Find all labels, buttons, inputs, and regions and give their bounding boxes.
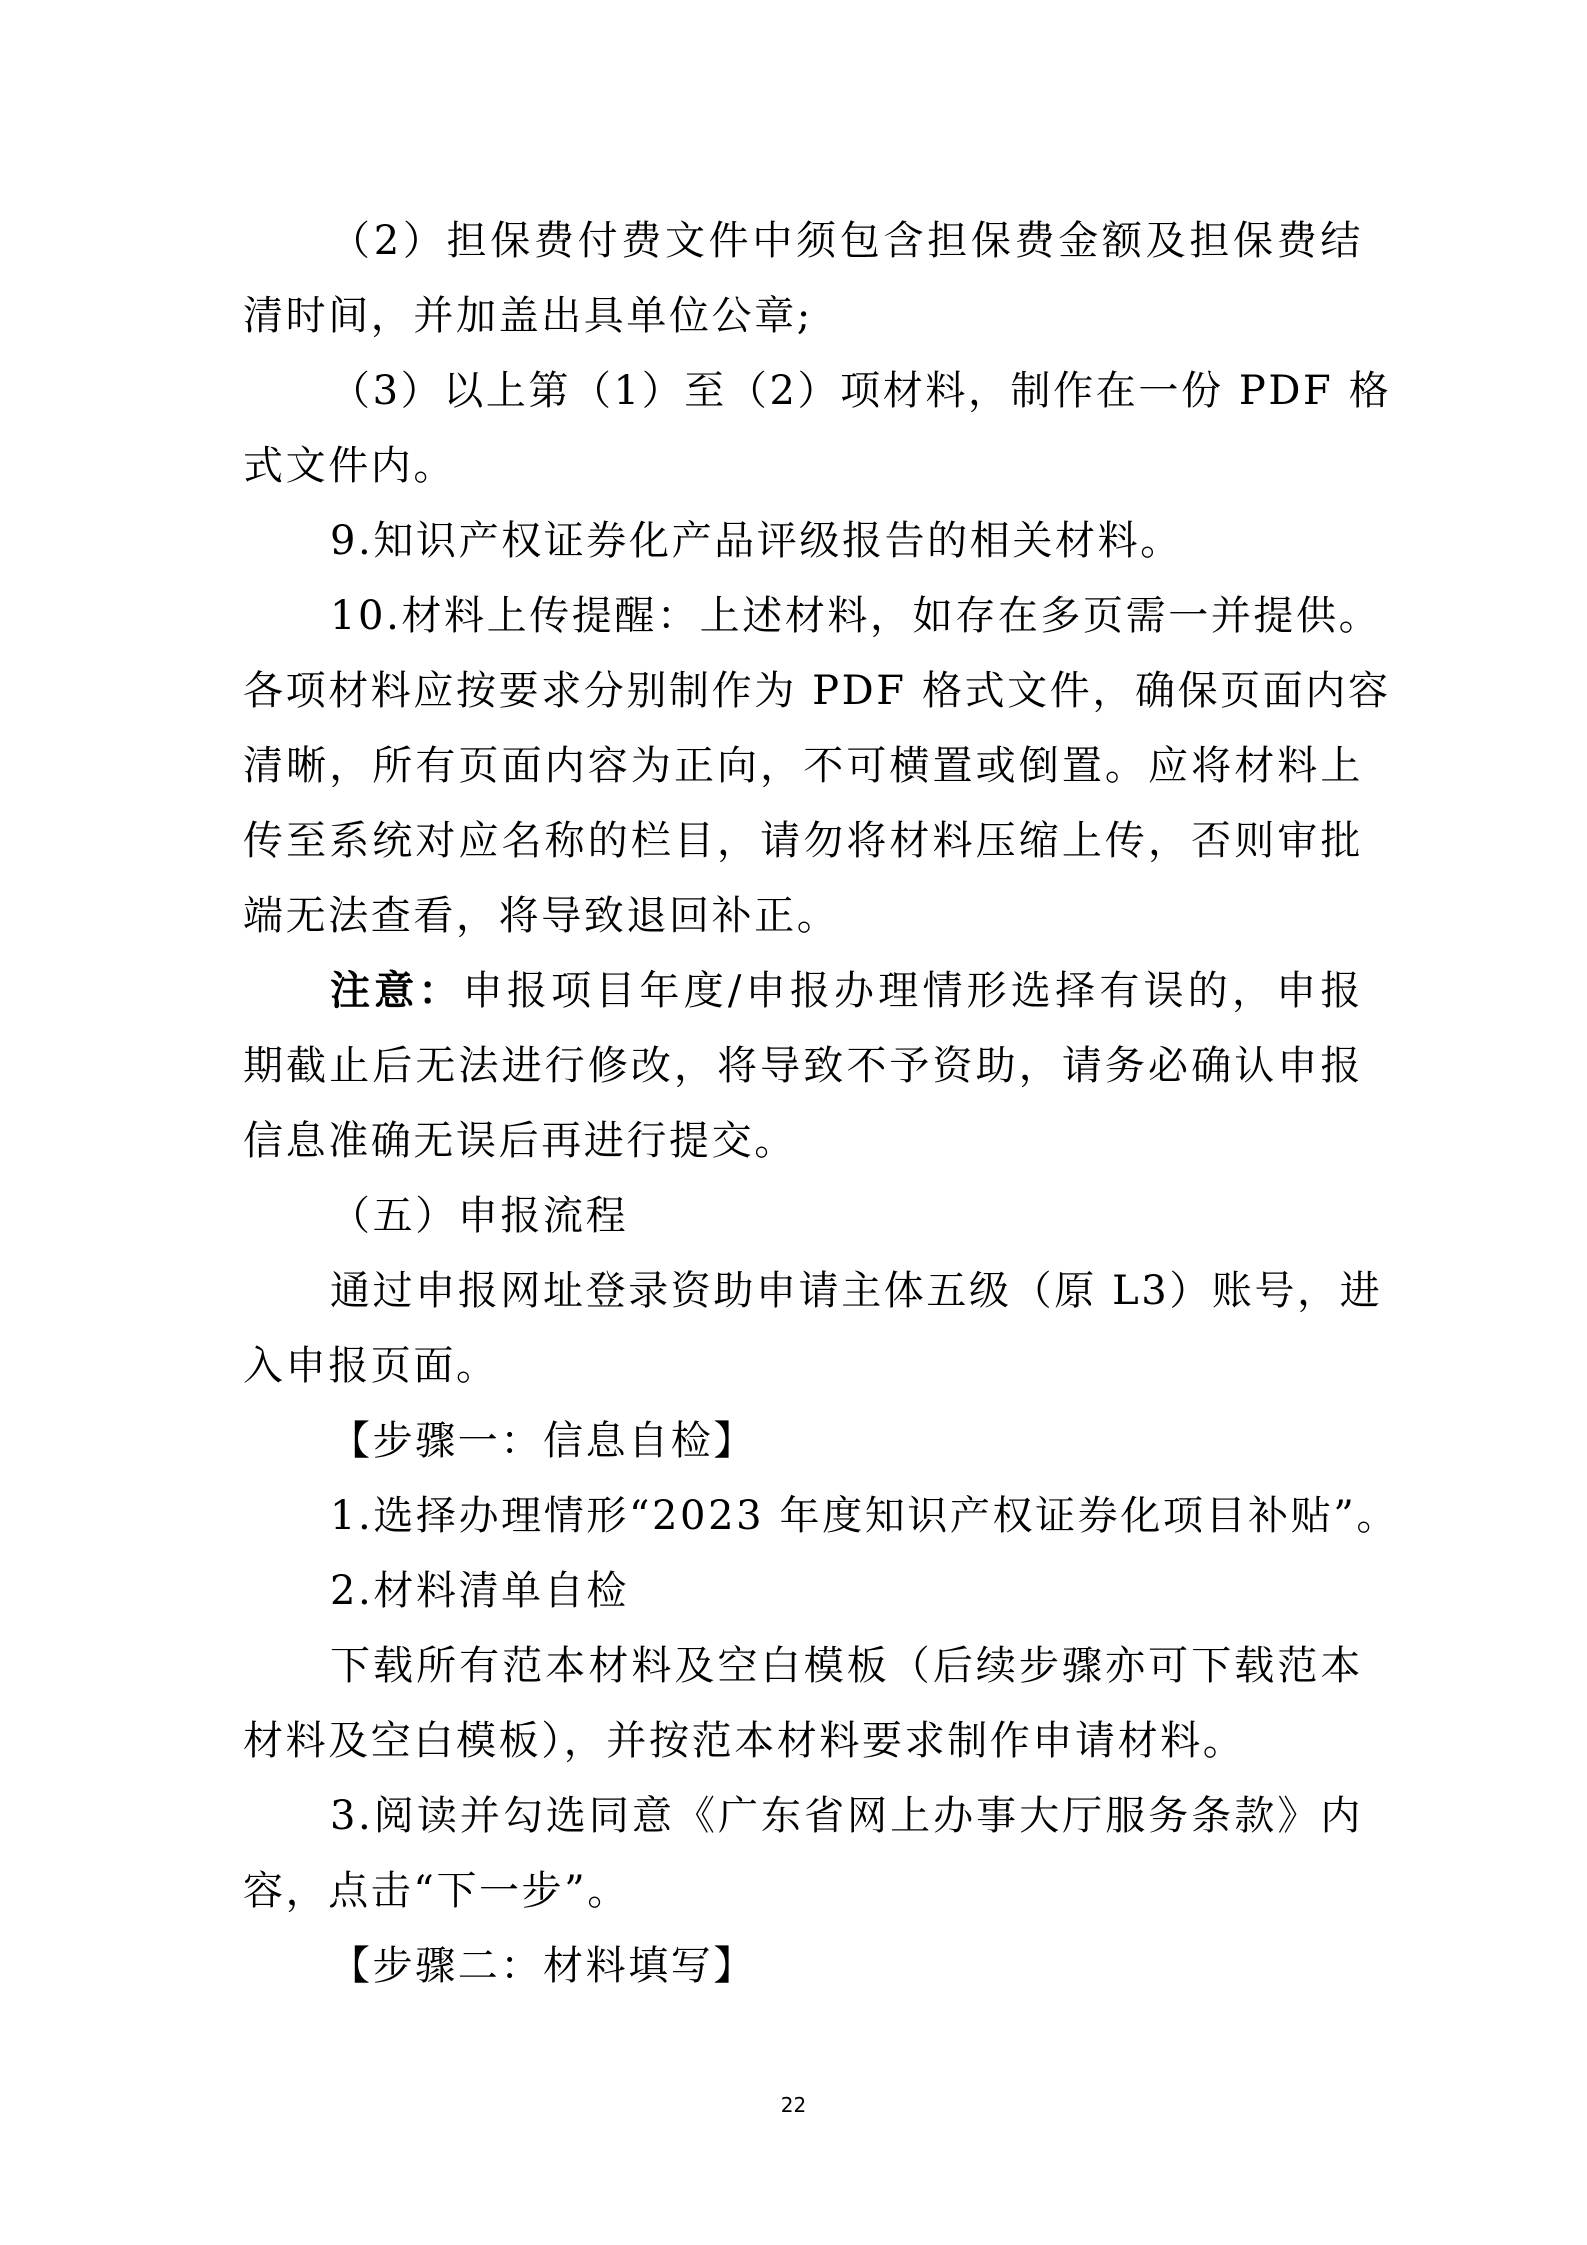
text-line: 清晰，所有页面内容为正向，不可横置或倒置。应将材料上 [243, 743, 1363, 789]
text-line: 下载所有范本材料及空白模板（后续步骤亦可下载范本 [330, 1643, 1363, 1689]
note-label: 注意： [330, 967, 463, 1014]
text-line: 传至系统对应名称的栏目，请勿将材料压缩上传，否则审批 [243, 818, 1363, 864]
text-line: 容，点击“下一步”。 [243, 1868, 630, 1914]
text-line: 通过申报网址登录资助申请主体五级（原 L3）账号，进 [330, 1268, 1383, 1314]
text-line: 信息准确无误后再进行提交。 [243, 1118, 797, 1164]
text-line: 清时间，并加盖出具单位公章; [243, 293, 813, 339]
note-text: 申报项目年度/申报办理情形选择有误的，申报 [462, 968, 1363, 1014]
text-line: 1.选择办理情形“2023 年度知识产权证券化项目补贴”。 [330, 1493, 1399, 1539]
section-heading: （五）申报流程 [330, 1193, 629, 1239]
text-line: 材料及空白模板），并按范本材料要求制作申请材料。 [243, 1718, 1246, 1764]
text-line: 入申报页面。 [243, 1343, 499, 1389]
text-line: 各项材料应按要求分别制作为 PDF 格式文件，确保页面内容 [243, 668, 1391, 714]
note-line [330, 961, 1363, 1021]
text-line: 9.知识产权证券化产品评级报告的相关材料。 [330, 518, 1183, 564]
text-line: （2）担保费付费文件中须包含担保费金额及担保费结 [330, 218, 1363, 264]
text-line: 端无法查看，将导致退回补正。 [243, 893, 840, 939]
text-line: 式文件内。 [243, 443, 456, 489]
text-line: （3）以上第（1）至（2）项材料，制作在一份 PDF 格 [330, 368, 1392, 414]
text-line: 10.材料上传提醒：上述材料，如存在多页需一并提供。 [330, 593, 1382, 639]
step-heading: 【步骤二：材料填写】 [330, 1943, 756, 1989]
text-line: 2.材料清单自检 [330, 1568, 629, 1614]
page-number: 22 [780, 2093, 807, 2117]
text-line: 期截止后无法进行修改，将导致不予资助，请务必确认申报 [243, 1043, 1363, 1089]
step-heading: 【步骤一：信息自检】 [330, 1418, 756, 1464]
text-line: 3.阅读并勾选同意《广东省网上办事大厅服务条款》内 [330, 1793, 1363, 1839]
